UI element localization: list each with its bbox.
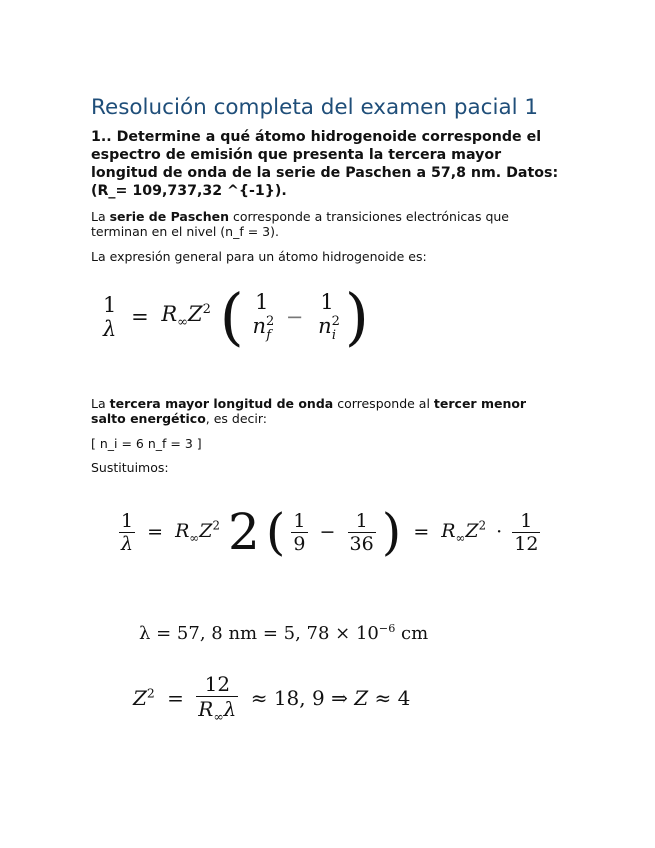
eq3-exponent: −6 [378,622,396,635]
question-text: 1.. Determine a qué átomo hidrogenoide corresponde el espectro de emisión que presenta la tercera mayor longitud de onda de la serie de Paschen a 57,8 nm. Datos: (R_= 109,737,32 ^{-1}). [91,129,559,199]
eq1-right-paren: ) [344,280,369,353]
paschen-pre: La [91,209,110,224]
general-expression-paragraph: La expresión general para un átomo hidrogenoide es: [91,249,427,264]
eq2-fraction-twelfth: $\frac{1}{12}$ [514,509,539,555]
eq1-left-paren: ( [219,280,244,353]
substitute-paragraph: Sustituimos: [91,460,169,475]
eq1-numerator: 1 [103,292,117,317]
levels-paragraph: [ n_i = 6 n_f = 3 ] [91,436,202,451]
eq2-fraction-36th: $\frac{1}{36}$ [349,509,374,555]
equation-substitution: $\frac{1}{\lambda}$ = $R_\infty Z^2$ 2 ( $\frac{1}{9}$ − $\frac{1}{36}$ ) = $R_\infty Z^2$ · $\frac{1}{12}$ [121,503,539,561]
equation-wavelength [139,622,428,644]
eq2-lhs-fraction: $\frac{1}{\lambda}$ [121,509,134,555]
eq1-denominator: λ [103,316,117,341]
paschen-post: corresponde a transiciones electrónicas que terminan en el nivel (n_f = 3). [91,209,510,239]
eq1-fraction-ni: 1 $n^2_i$ [318,290,340,343]
eq1-r-infinity: $R_\infty Z^2$ [161,302,211,331]
paschen-bold: serie de Paschen [109,209,229,224]
document-title: Resolución completa del examen pacial 1 [91,95,539,120]
third-wavelength-paragraph: La tercera mayor longitud de onda corresponde al tercer menor salto energético, es decir: [91,396,527,426]
eq3-unit: cm [395,623,429,644]
eq1-equals: = [131,304,149,329]
eq4-fraction: $\frac{12}{R_\infty\lambda}$ [198,672,237,724]
eq2-fraction-ninth: $\frac{1}{9}$ [293,509,306,555]
eq3-text: λ = 57, 8 nm = 5, 78 × 10 [139,623,379,644]
eq1-lhs-fraction [101,293,118,341]
equation-general [101,280,369,353]
paschen-paragraph [91,209,561,239]
equation-z-result: $Z^2$ = $\frac{12}{R_\infty\lambda}$ ≈ 18, 9 ⇒ Z ≈ 4 [133,672,411,724]
eq1-fraction-nf: 1 $n^2_f$ [252,290,275,343]
eq1-minus: − [285,304,304,329]
